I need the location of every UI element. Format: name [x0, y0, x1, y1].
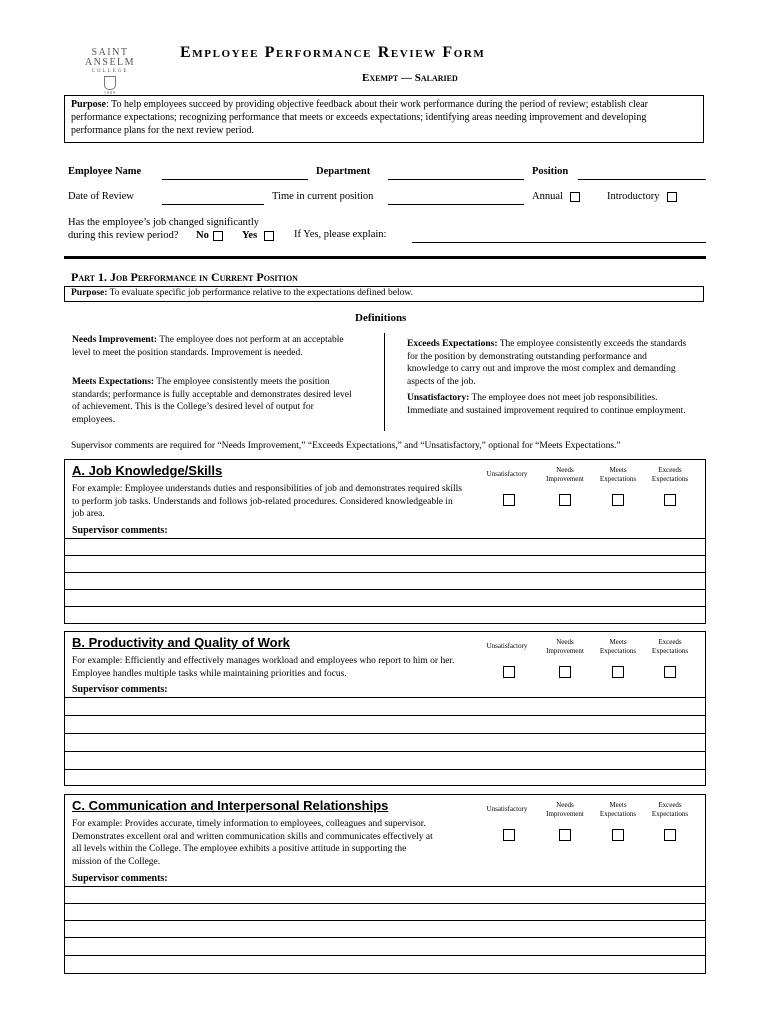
section-b-rating-exceeds: [645, 638, 695, 656]
job-changed-question-line1: Has the employee’s job changed significantly: [68, 217, 259, 228]
comment-line[interactable]: [65, 920, 705, 921]
employee-name-field[interactable]: [162, 179, 308, 180]
definitions-heading: Definitions: [355, 312, 407, 324]
rating-exceeds-l2: Expectations: [651, 647, 689, 655]
rating-exceeds-l2: Expectations: [651, 475, 689, 483]
section-b-needs-improvement-checkbox[interactable]: [559, 666, 571, 678]
section-c-comments-label: Supervisor comments:: [72, 873, 168, 884]
part1-purpose-label: Purpose:: [71, 288, 108, 298]
section-c-title: C. Communication and Interpersonal Relationships: [72, 798, 389, 813]
rating-meets-l2: Expectations: [599, 810, 637, 818]
rating-needs-l2: Improvement: [546, 647, 584, 655]
part1-purpose-box: [64, 286, 704, 302]
department-label: Department: [316, 166, 371, 177]
rating-exceeds-l2: Expectations: [651, 810, 689, 818]
comment-line[interactable]: [65, 955, 705, 956]
def-unsatisfactory: [407, 392, 692, 417]
form-subtitle: Exempt — Salaried: [362, 72, 458, 84]
section-a-unsatisfactory-checkbox[interactable]: [503, 494, 515, 506]
section-c-rating-exceeds: [645, 801, 695, 819]
annual-label: Annual: [532, 191, 563, 202]
section-c-needs-improvement-checkbox[interactable]: [559, 829, 571, 841]
comment-line[interactable]: [65, 886, 705, 887]
rating-meets-l1: Meets: [609, 466, 627, 474]
comment-line[interactable]: [65, 572, 705, 573]
def-meets-term: Meets Expectations:: [72, 377, 155, 387]
def-needs-term: Needs Improvement:: [72, 335, 158, 345]
part1-purpose-text: To evaluate specific job performance relative to the expectations defined below.: [107, 288, 414, 298]
section-b-meets-expectations-checkbox[interactable]: [612, 666, 624, 678]
explain-field[interactable]: [412, 242, 706, 243]
logo-line-1: SAINT: [91, 47, 129, 58]
date-of-review-field[interactable]: [162, 204, 264, 205]
comment-line[interactable]: [65, 697, 705, 698]
def-exceeds-expectations: [407, 338, 687, 388]
section-a-rating-exceeds: [645, 466, 695, 484]
section-a-comments-label: Supervisor comments:: [72, 525, 168, 536]
position-field[interactable]: [578, 179, 706, 180]
definitions-separator: [384, 333, 385, 431]
comment-line[interactable]: [65, 555, 705, 556]
yes-checkbox[interactable]: [264, 231, 274, 241]
form-title: Employee Performance Review Form: [180, 44, 486, 61]
section-b-comments-label: Supervisor comments:: [72, 684, 168, 695]
def-meets-expectations: [72, 376, 352, 426]
rating-exceeds-l1: Exceeds: [658, 801, 682, 809]
section-a-meets-expectations-checkbox[interactable]: [612, 494, 624, 506]
comment-line[interactable]: [65, 589, 705, 590]
section-b-unsatisfactory-checkbox[interactable]: [503, 666, 515, 678]
purpose-text: : To help employees succeed by providing objective feedback about their work performance during the period of review; establish clear performance expectations; recognizing performance that meets or exceeds expectations; identifying areas needing improvement and developing performance plans for the next review period.: [71, 99, 648, 136]
section-a-exceeds-expectations-checkbox[interactable]: [664, 494, 676, 506]
crest-icon: [104, 76, 116, 90]
comment-line[interactable]: [65, 751, 705, 752]
section-c-rating-unsatisfactory: Unsatisfactory: [486, 805, 528, 813]
section-a-rating-meets: [593, 466, 643, 484]
position-label: Position: [532, 166, 569, 177]
section-b-exceeds-expectations-checkbox[interactable]: [664, 666, 676, 678]
comment-line[interactable]: [65, 715, 705, 716]
def-unsat-term: Unsatisfactory:: [407, 393, 470, 403]
def-unsat-text: The employee does not meet job responsibilities. Immediate and sustained improvement required to continue employment.: [407, 393, 686, 416]
comment-line[interactable]: [65, 606, 705, 607]
part1-title: Part 1. Job Performance in Current Position: [71, 270, 298, 284]
section-b-title: B. Productivity and Quality of Work: [72, 635, 290, 650]
section-b-rating-unsatisfactory: Unsatisfactory: [486, 642, 528, 650]
no-checkbox[interactable]: [213, 231, 223, 241]
department-field[interactable]: [388, 179, 524, 180]
rating-exceeds-l1: Exceeds: [658, 638, 682, 646]
date-of-review-label: Date of Review: [68, 191, 134, 202]
comment-line[interactable]: [65, 769, 705, 770]
college-logo: [78, 48, 142, 95]
rating-needs-l2: Improvement: [546, 810, 584, 818]
def-meets-text: The employee consistently meets the position standards; performance is fully acceptable and demonstrates desired level of achievement. This is the College’s desired level of output for employees.: [72, 377, 352, 425]
logo-year: 1889: [104, 90, 116, 95]
section-b-rating-meets: [593, 638, 643, 656]
section-a: [64, 459, 706, 624]
time-in-position-field[interactable]: [388, 204, 524, 205]
section-c-rating-needs: [540, 801, 590, 819]
purpose-box: [64, 95, 704, 143]
section-c-unsatisfactory-checkbox[interactable]: [503, 829, 515, 841]
rating-needs-l1: Needs: [556, 801, 574, 809]
purpose-label: Purpose: [71, 99, 106, 110]
rating-meets-l2: Expectations: [599, 475, 637, 483]
def-needs-text: The employee does not perform at an acceptable level to meet the position standards. Improvement is needed.: [72, 335, 344, 358]
logo-line-3: COLLEGE: [91, 69, 129, 74]
section-b: [64, 631, 706, 786]
rating-meets-l1: Meets: [609, 638, 627, 646]
yes-label: Yes: [242, 230, 258, 241]
section-a-rating-unsatisfactory: Unsatisfactory: [486, 470, 528, 478]
def-needs-improvement: [72, 334, 352, 359]
annual-checkbox[interactable]: [570, 192, 580, 202]
divider: [64, 256, 706, 259]
rating-exceeds-l1: Exceeds: [658, 466, 682, 474]
comment-line[interactable]: [65, 903, 705, 904]
rating-needs-l1: Needs: [556, 466, 574, 474]
logo-line-2: ANSELM: [84, 57, 136, 68]
section-c-exceeds-expectations-checkbox[interactable]: [664, 829, 676, 841]
job-changed-question-line2: during this review period?: [68, 230, 179, 241]
comment-line[interactable]: [65, 538, 705, 539]
comment-line[interactable]: [65, 733, 705, 734]
section-b-example: For example: Efficiently and effectively manages workload and employees who report to him or her. Employee handles multiple tasks while maintaining priorities and focus.: [72, 656, 455, 679]
rating-needs-l2: Improvement: [546, 475, 584, 483]
introductory-checkbox[interactable]: [667, 192, 677, 202]
section-a-example: For example: Employee understands duties and responsibilities of job and demonstrates required skills to perform job tasks. Understands and follows job-related procedures. Considered knowledgeable in job area.: [72, 484, 462, 519]
section-a-rating-needs: [540, 466, 590, 484]
comment-line[interactable]: [65, 937, 705, 938]
rating-meets-l2: Expectations: [599, 647, 637, 655]
no-label: No: [196, 230, 209, 241]
time-in-position-label: Time in current position: [272, 191, 374, 202]
def-exceeds-term: Exceeds Expectations:: [407, 339, 498, 349]
introductory-label: Introductory: [607, 191, 660, 202]
employee-name-label: Employee Name: [68, 166, 142, 177]
if-yes-label: If Yes, please explain:: [294, 229, 387, 240]
section-c-rating-meets: [593, 801, 643, 819]
rating-meets-l1: Meets: [609, 801, 627, 809]
section-c: [64, 794, 706, 974]
section-c-example: For example: Provides accurate, timely information to employees, colleagues and supervisor. Demonstrates excellent oral and written communication skills and communicates effectively at all levels within the College. The employee exhibits a positive attitude in supporting the mission of the College.: [72, 819, 433, 867]
section-a-title: A. Job Knowledge/Skills: [72, 463, 223, 478]
section-a-needs-improvement-checkbox[interactable]: [559, 494, 571, 506]
section-c-meets-expectations-checkbox[interactable]: [612, 829, 624, 841]
def-exceeds-text: The employee consistently exceeds the standards for the position by demonstrating outstanding performance and knowledge to carry out and improve the most complex and demanding aspects of the job.: [407, 339, 687, 387]
supervisor-note: Supervisor comments are required for “Needs Improvement,” “Exceeds Expectations,” and “Unsatisfactory,” optional for “Meets Expectations.”: [71, 441, 621, 451]
section-b-rating-needs: [540, 638, 590, 656]
rating-needs-l1: Needs: [556, 638, 574, 646]
